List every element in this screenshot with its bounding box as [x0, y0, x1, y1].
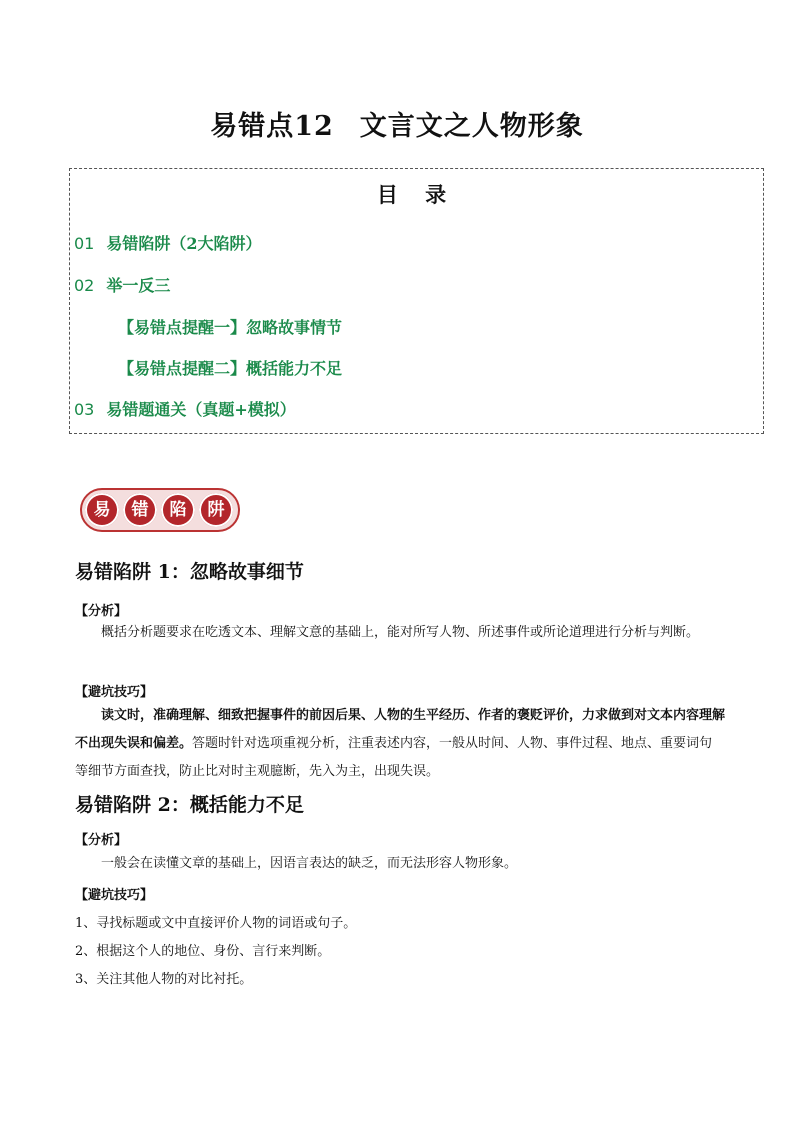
trap-2-tip-1: 1、寻找标题或文中直接评价人物的词语或句子。	[75, 916, 357, 931]
toc-item-02[interactable]: 02 举一反三	[74, 276, 171, 295]
trap-2-tip-3: 3、关注其他人物的对比衬托。	[75, 972, 253, 987]
badge-char-3: 陷	[161, 493, 195, 527]
toc-subitem-reminder-2[interactable]: 【易错点提醒二】概括能力不足	[118, 359, 343, 378]
trap-2-heading: 易错陷阱 2：概括能力不足	[75, 794, 304, 816]
trap-2-tip-2: 2、根据这个人的地位、身份、言行来判断。	[75, 944, 331, 959]
trap-1-analysis-label: 【分析】	[75, 604, 128, 619]
badge-char-2: 错	[123, 493, 157, 527]
trap-1-heading: 易错陷阱 1：忽略故事细节	[75, 561, 304, 583]
title-part-2: 文言文之人物形象	[359, 111, 584, 142]
trap-1-tips-emphasis: 读文时，准确理解、细致把握事件的前因后果、人物的生平经历、作者的褒贬评价，力求做到对文本内容理解不出现失误和偏差。	[75, 708, 726, 751]
section-badge	[80, 488, 240, 532]
badge-char-4: 阱	[199, 493, 233, 527]
document-title	[0, 104, 794, 143]
table-of-contents	[69, 168, 764, 434]
trap-1-tips-text	[75, 702, 725, 786]
toc-item-01[interactable]: 01 易错陷阱（2大陷阱）	[74, 234, 262, 253]
toc-item-03[interactable]: 03 易错题通关（真题+模拟）	[74, 400, 296, 419]
trap-2-analysis-label: 【分析】	[75, 833, 128, 848]
trap-2-tips-label: 【避坑技巧】	[75, 888, 154, 903]
trap-1-tips-body: 答题时针对选项重视分析，注重表述内容，一般从时间、人物、事件过程、地点、重要词句等细节方面查找，防止比对时主观臆断，先入为主，出现失误。	[75, 736, 713, 779]
trap-1-tips-label: 【避坑技巧】	[75, 685, 154, 700]
toc-subitem-reminder-1[interactable]: 【易错点提醒一】忽略故事情节	[118, 318, 343, 337]
title-part-1: 易错点12	[210, 111, 334, 142]
trap-1-analysis-text: 概括分析题要求在吃透文本、理解文意的基础上，能对所写人物、所述事件或所论道理进行分析与判断。	[101, 625, 700, 640]
badge-char-1: 易	[85, 493, 119, 527]
toc-heading: 目 录	[376, 182, 457, 207]
trap-2-analysis-text: 一般会在读懂文章的基础上，因语言表达的缺乏，而无法形容人物形象。	[101, 856, 518, 871]
